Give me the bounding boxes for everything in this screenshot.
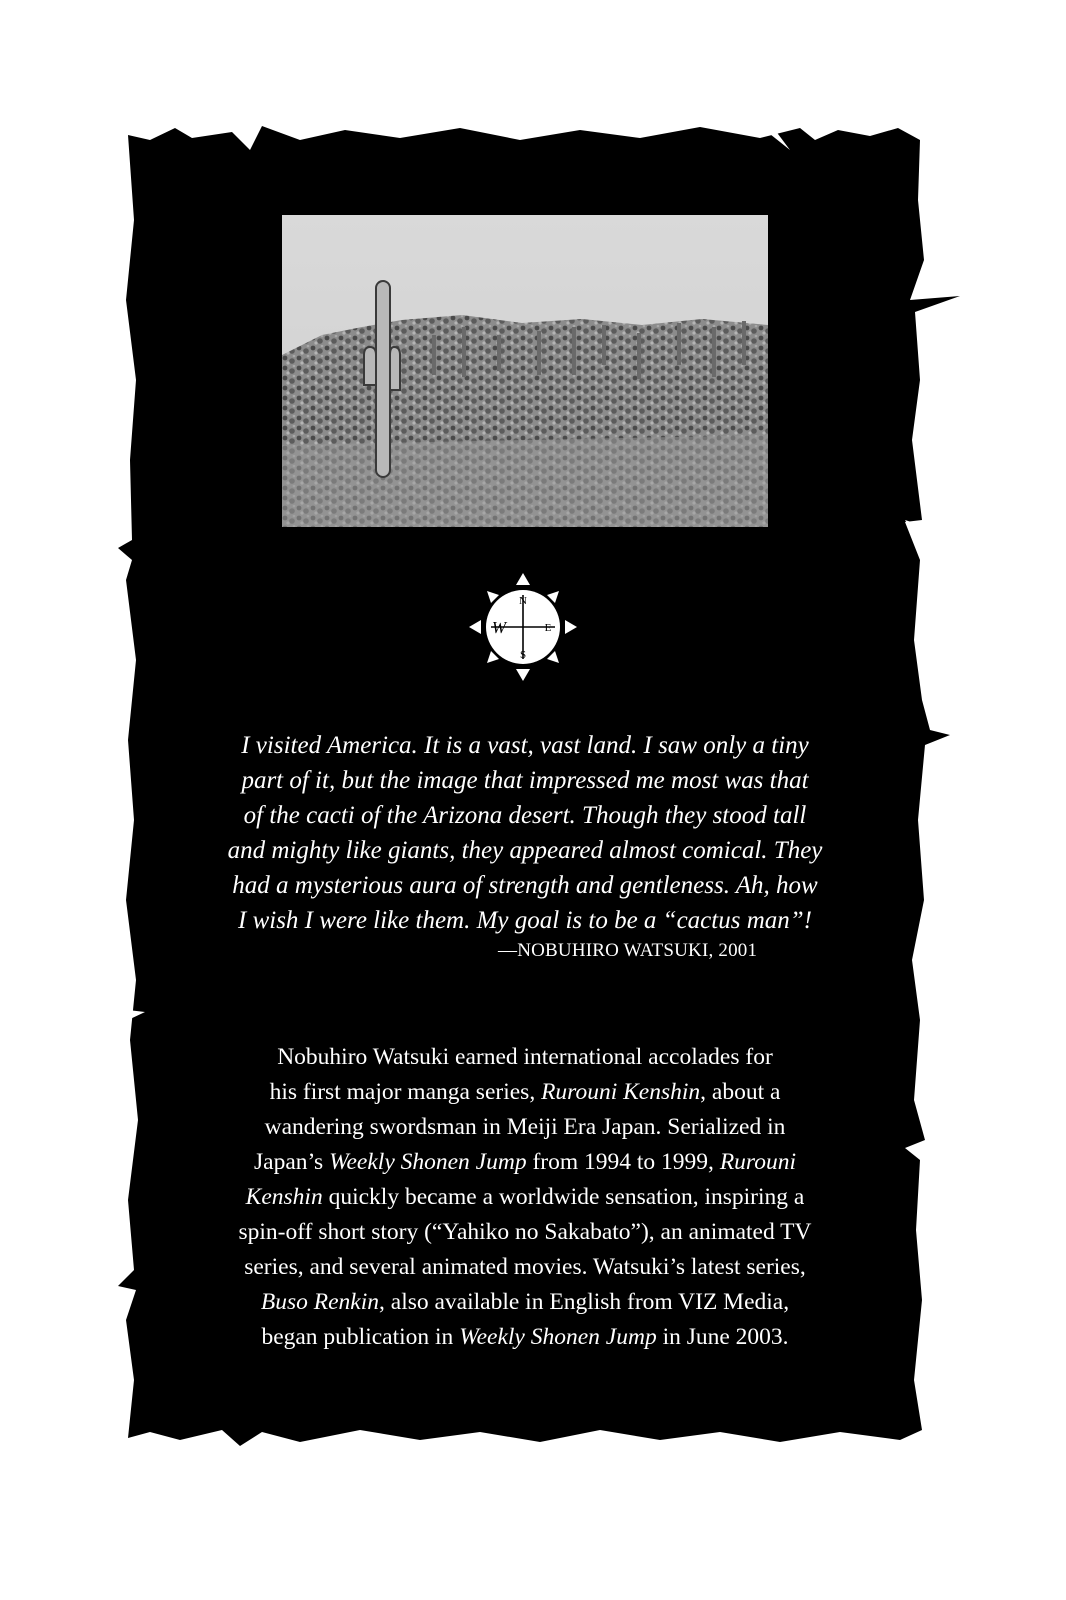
bio-line: [180, 1110, 870, 1145]
magazine-title: Weekly Shonen Jump: [459, 1324, 657, 1350]
bio-line: [180, 1285, 870, 1320]
quote-line: had a mysterious aura of strength and gentleness. Ah, how: [232, 872, 818, 899]
bio-text: from 1994 to 1999,: [526, 1149, 720, 1175]
bio-line: [180, 1040, 870, 1075]
bio-text: began publication in: [261, 1324, 460, 1350]
bio-text: , also available in English from VIZ Media,: [379, 1289, 790, 1315]
compass-south-label: S: [519, 649, 527, 661]
series-title: Rurouni: [719, 1149, 796, 1175]
compass-east-label: E: [544, 622, 552, 634]
quote-line: of the cacti of the Arizona desert. Though they stood tall: [243, 802, 807, 829]
bio-line: [180, 1180, 870, 1215]
quote-line: I wish I were like them. My goal is to be a “cactus man”!: [238, 907, 812, 934]
compass-rose-icon: [469, 573, 577, 681]
bio-line: [180, 1215, 870, 1250]
series-title: Buso Renkin: [260, 1289, 380, 1315]
quote-line: and mighty like giants, they appeared almost comical. They: [227, 837, 823, 864]
quote-line: part of it, but the image that impressed me most was that: [241, 767, 809, 794]
quote-attribution: —NOBUHIRO WATSUKI, 2001: [498, 940, 758, 961]
bio-text: quickly became a worldwide sensation, inspiring a: [322, 1184, 805, 1210]
series-title: Rurouni Kenshin: [541, 1079, 701, 1105]
desert-cactus-photo: [282, 215, 768, 527]
bio-line: [180, 1250, 870, 1285]
quote-line: I visited America. It is a vast, vast land. I saw only a tiny: [241, 732, 809, 759]
bio-line: [180, 1075, 870, 1110]
bio-line: [180, 1320, 870, 1355]
magazine-title: Weekly Shonen Jump: [329, 1149, 527, 1175]
bio-text: in June 2003.: [656, 1324, 789, 1350]
author-bio: [180, 1040, 870, 1355]
bio-line: [180, 1145, 870, 1180]
compass-north-label: N: [519, 595, 527, 607]
bio-text: wandering swordsman in Meiji Era Japan. Serialized in: [264, 1114, 786, 1140]
bio-text: , about a: [700, 1079, 781, 1105]
author-quote: [200, 728, 850, 938]
bio-text: series, and several animated movies. Watsuki’s latest series,: [244, 1254, 806, 1280]
compass-west-label: W: [491, 618, 507, 637]
bio-text: spin-off short story (“Yahiko no Sakabato”), an animated TV: [238, 1219, 812, 1245]
bio-text: Nobuhiro Watsuki earned international accolades for: [277, 1044, 773, 1070]
bio-text: Japan’s: [254, 1149, 330, 1175]
bio-text: his first major manga series,: [269, 1079, 542, 1105]
series-title: Kenshin: [245, 1184, 323, 1210]
